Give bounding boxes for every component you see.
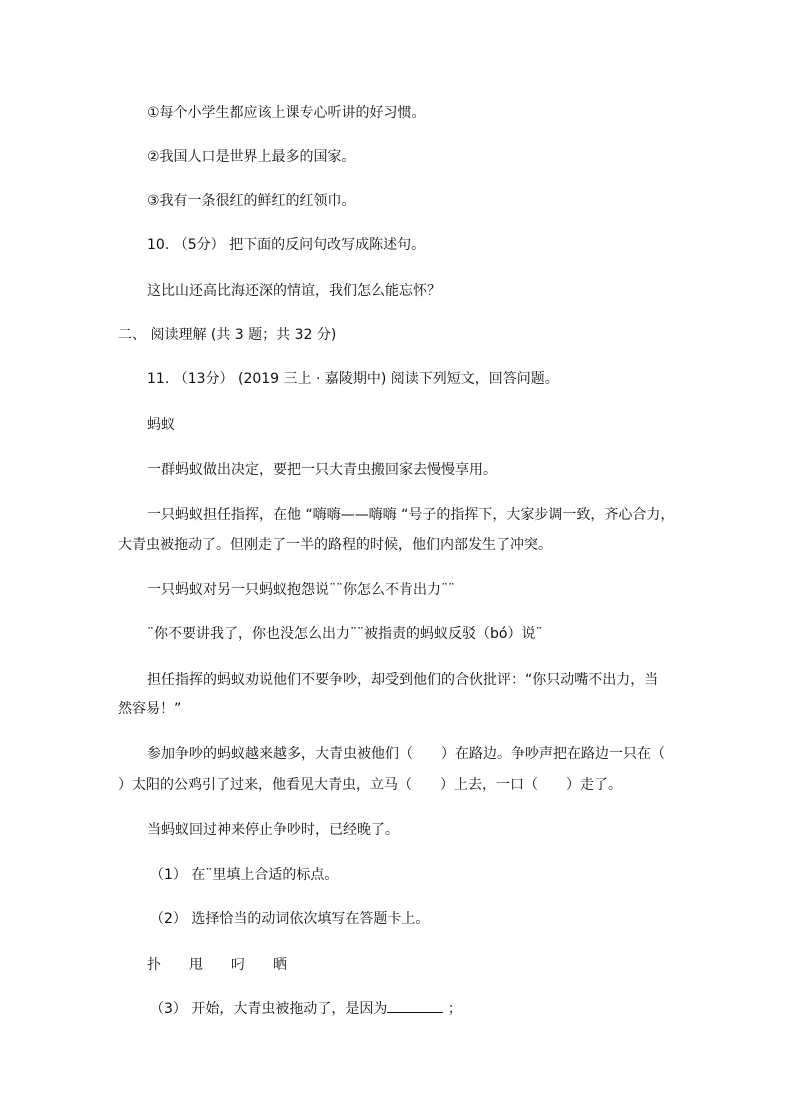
passage-paragraph-cont: 大青虫被拖动了。但刚走了一半的路程的时候，他们内部发生了冲突。 (118, 537, 552, 553)
passage-paragraph: 担任指挥的蚂蚁劝说他们不要争吵，却受到他们的合伙批评：“你只动嘴不出力，当 (147, 672, 659, 688)
sub-question-3 (150, 999, 462, 1019)
sub-question-3-text: （3） 开始，大青虫被拖动了，是因为 (150, 1001, 388, 1017)
passage-title: 蚂蚁 (147, 417, 175, 433)
passage-paragraph: 一只蚂蚁对另一只蚂蚁抱怨说¨¨你怎么不肯出力¨¨ (147, 582, 455, 598)
answer-blank[interactable] (387, 1012, 443, 1013)
passage-paragraph: 当蚂蚁回过神来停止争吵时，已经晚了。 (147, 822, 399, 838)
passage-paragraph-cont: 然容易！” (118, 701, 182, 717)
verb-options: 扑 甩 叼 晒 (147, 957, 287, 973)
passage-paragraph: 一群蚂蚁做出决定，要把一只大青虫搬回家去慢慢享用。 (147, 462, 497, 478)
question-11: 11. （13分） (2019 三上 · 嘉陵期中) 阅读下列短文，回答问题。 (147, 371, 559, 387)
sub-question-1: （1） 在¨里填上合适的标点。 (150, 867, 339, 883)
example-sentence-3: ③我有一条很红的鲜红的红领巾。 (147, 193, 356, 209)
passage-paragraph-cont: ）太阳的公鸡引了过来，他看见大青虫，立马（ ）上去，一口（ ）走了。 (118, 777, 622, 793)
example-sentence-2: ②我国人口是世界上最多的国家。 (147, 149, 356, 165)
question-10-sentence: 这比山还高比海还深的情谊，我们怎么能忘怀？ (147, 283, 441, 299)
passage-paragraph: 参加争吵的蚂蚁越来越多，大青虫被他们（ ）在路边。争吵声把在路边一只在（ (147, 746, 665, 762)
question-10: 10. （5分） 把下面的反问句改写成陈述句。 (147, 237, 426, 253)
example-sentence-1: ①每个小学生都应该上课专心听讲的好习惯。 (147, 105, 426, 121)
section-heading: 二、 阅读理解 (共 3 题；共 32 分) (118, 327, 337, 343)
passage-paragraph: ¨你不要讲我了，你也没怎么出力¨¨被指责的蚂蚁反驳（bó）说¨ (147, 626, 543, 642)
sub-question-3-end: ； (447, 1001, 462, 1017)
passage-paragraph: 一只蚂蚁担任指挥，在他 “嗨嗨——嗨嗨 “号子的指挥下，大家步调一致，齐心合力， (147, 507, 675, 523)
sub-question-2: （2） 选择恰当的动词依次填写在答题卡上。 (150, 911, 430, 927)
